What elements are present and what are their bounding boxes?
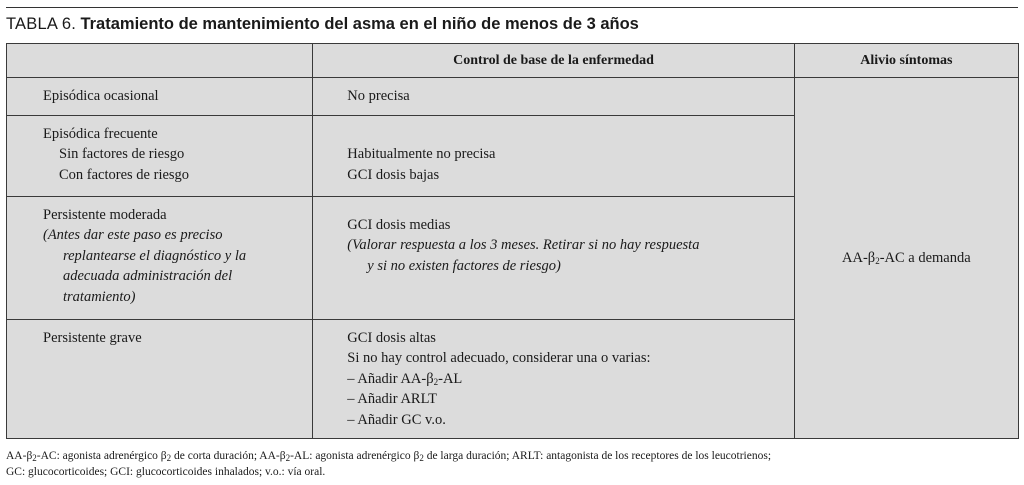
- top-rule: [6, 7, 1018, 8]
- control-text: Si no hay control adecuado, considerar una o varias:: [347, 350, 651, 366]
- category-sub: Con factores de riesgo: [59, 166, 190, 183]
- category-sub: Sin factores de riesgo: [59, 146, 185, 162]
- control-note: y si no existen factores de riesgo): [367, 257, 561, 274]
- table-footnote: [6, 448, 1018, 480]
- category-cell: [7, 196, 313, 319]
- header-row: [7, 44, 1019, 78]
- table-title: Tratamiento de mantenimiento del asma en el niño de menos de 3 años: [80, 15, 639, 33]
- category-note: (Antes dar este paso es preciso: [43, 227, 223, 243]
- relief-cell: [794, 78, 1018, 439]
- control-text: No precisa: [347, 88, 410, 104]
- table-number: TABLA 6.: [6, 15, 77, 33]
- control-text: – Añadir GC v.o.: [347, 411, 446, 428]
- control-text: GCI dosis medias: [347, 216, 451, 233]
- footnote-line: GC: glucocorticoides; GCI: glucocorticoides inhalados; v.o.: vía oral.: [6, 466, 326, 478]
- category-note: adecuada administración del: [63, 268, 233, 284]
- control-text: – Añadir $AA-\beta_2-AL$: [347, 370, 463, 387]
- treatment-table: [6, 43, 1019, 439]
- control-text: Habitualmente no precisa: [347, 146, 496, 162]
- category-note: replantearse el diagnóstico y la: [63, 247, 247, 264]
- relief-text: $AA-\beta_2-AC$ a demanda: [842, 249, 971, 266]
- footnote-line: $AA-\beta_2-AC$: agonista adrenérgico $\beta_2$ de corta duración; $AA-\beta_2-AL$: agonista adrenérgico $\beta_2$ de larga duración; ARLT: antagonista de los receptores de los leucotrienos;: [6, 450, 772, 463]
- table-caption: [6, 11, 639, 36]
- control-cell: [313, 196, 794, 319]
- category-label: Episódica frecuente: [43, 125, 158, 142]
- header-relief: Alivio síntomas: [794, 44, 1018, 78]
- control-text: GCI dosis altas: [347, 329, 436, 346]
- table-row: [7, 78, 1019, 116]
- category-label: Persistente moderada: [43, 206, 167, 223]
- category-cell: [7, 78, 313, 116]
- header-control: Control de base de la enfermedad: [313, 44, 794, 78]
- category-label: Persistente grave: [43, 329, 142, 346]
- category-cell: [7, 115, 313, 196]
- category-note: tratamiento): [63, 288, 136, 305]
- control-cell: [313, 115, 794, 196]
- control-cell: [313, 78, 794, 116]
- category-label: Episódica ocasional: [43, 88, 159, 104]
- control-cell: [313, 319, 794, 439]
- category-cell: [7, 319, 313, 439]
- control-text: – Añadir ARLT: [347, 391, 437, 407]
- header-category: [7, 44, 313, 78]
- control-note: (Valorar respuesta a los 3 meses. Retirar si no hay respuesta: [347, 237, 700, 253]
- control-text: GCI dosis bajas: [347, 166, 440, 183]
